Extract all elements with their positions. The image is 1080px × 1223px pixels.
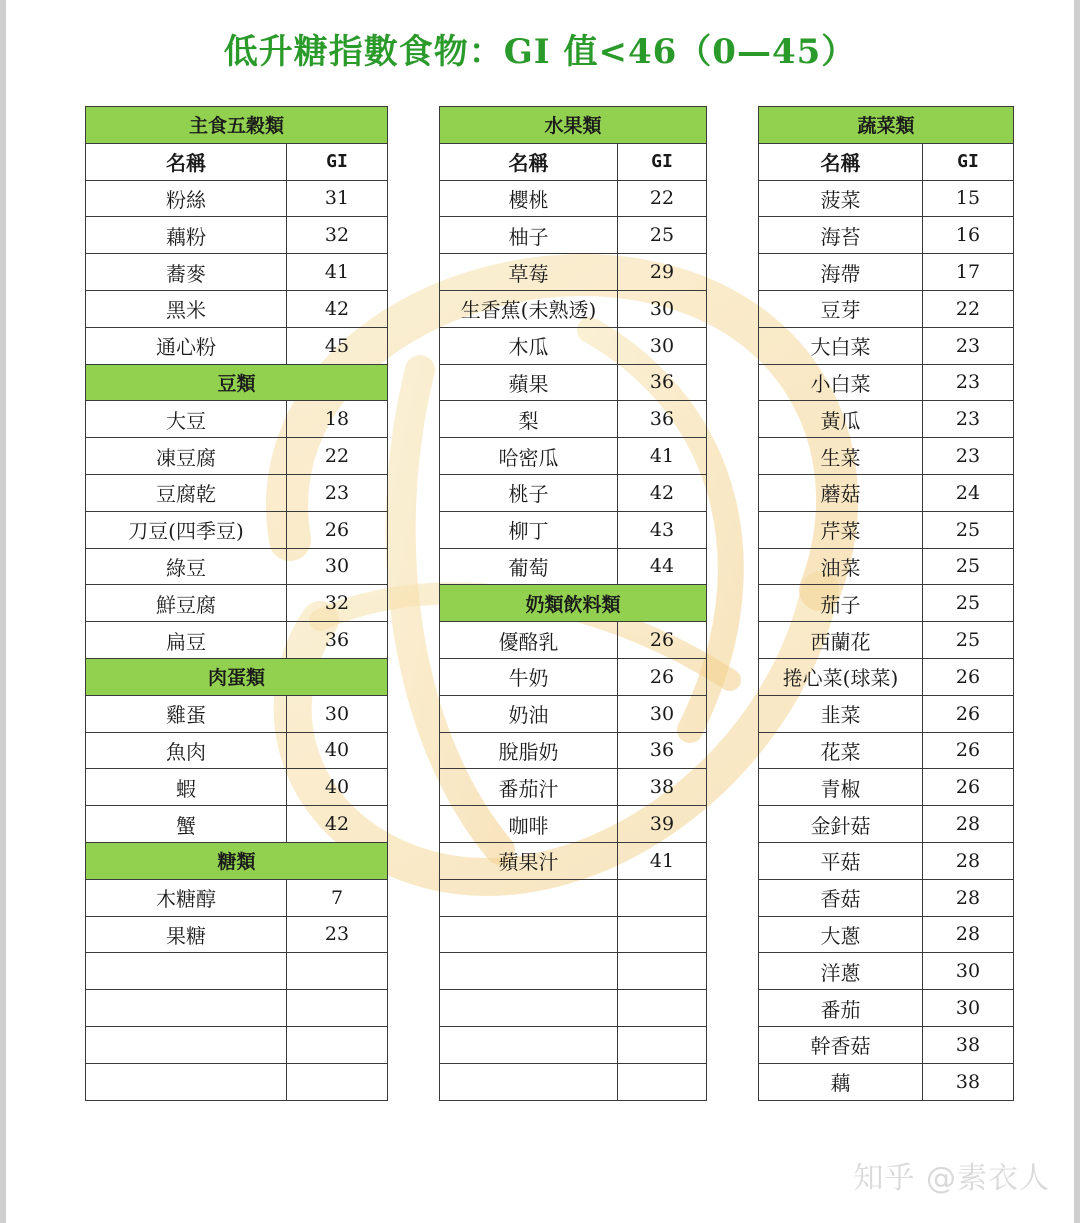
food-name: 平菇 (759, 842, 923, 879)
food-name: 豆芽 (759, 290, 923, 327)
food-name: 菠菜 (759, 180, 923, 217)
empty-cell (440, 879, 618, 916)
table-row (440, 217, 707, 254)
section-title: 糖類 (86, 842, 388, 879)
section-header-row (440, 107, 707, 144)
gi-value: 44 (618, 548, 707, 585)
food-name: 木瓜 (440, 327, 618, 364)
table-row (759, 290, 1014, 327)
empty-row (440, 990, 707, 1027)
gi-value: 26 (923, 769, 1014, 806)
gi-value: 30 (618, 695, 707, 732)
food-name: 梨 (440, 401, 618, 438)
empty-row (440, 953, 707, 990)
gi-value: 31 (287, 180, 388, 217)
watermark: 知乎 @素衣人 (853, 1161, 1050, 1196)
food-name: 柳丁 (440, 511, 618, 548)
food-name: 捲心菜(球菜) (759, 658, 923, 695)
column-fruits-dairy (439, 106, 707, 1101)
table-row (759, 474, 1014, 511)
table-row (759, 548, 1014, 585)
gi-value: 30 (618, 327, 707, 364)
section-title: 主食五穀類 (86, 107, 388, 144)
food-name: 優酪乳 (440, 622, 618, 659)
food-name: 洋蔥 (759, 953, 923, 990)
gi-value: 30 (287, 548, 388, 585)
empty-row (86, 953, 388, 990)
section-header-row (759, 107, 1014, 144)
food-name: 金針菇 (759, 806, 923, 843)
table-row (440, 438, 707, 475)
food-name: 芹菜 (759, 511, 923, 548)
section-header-row (86, 364, 388, 401)
empty-row (86, 990, 388, 1027)
table-row (440, 806, 707, 843)
gi-value: 23 (287, 474, 388, 511)
gi-value: 41 (618, 842, 707, 879)
column-header-row (759, 143, 1014, 180)
gi-header: GI (287, 143, 388, 180)
gi-value: 25 (923, 622, 1014, 659)
food-name: 生香蕉(未熟透) (440, 290, 618, 327)
gi-value: 38 (618, 769, 707, 806)
gi-table (85, 106, 388, 1101)
table-row (759, 438, 1014, 475)
gi-value: 28 (923, 842, 1014, 879)
table-row (440, 327, 707, 364)
section-header-row (440, 585, 707, 622)
food-name: 綠豆 (86, 548, 287, 585)
gi-value: 41 (287, 254, 388, 291)
food-name: 幹香菇 (759, 1026, 923, 1063)
food-name: 牛奶 (440, 658, 618, 695)
gi-value: 28 (923, 879, 1014, 916)
empty-row (86, 1063, 388, 1100)
table-row (86, 879, 388, 916)
gi-value: 26 (618, 622, 707, 659)
table-row (440, 622, 707, 659)
table-row (759, 879, 1014, 916)
table-row (759, 769, 1014, 806)
gi-header: GI (923, 143, 1014, 180)
gi-value: 22 (618, 180, 707, 217)
table-row (440, 254, 707, 291)
empty-cell (440, 953, 618, 990)
page-title: 低升糖指數食物：GI 值<46（0—45） (223, 32, 857, 72)
empty-cell (86, 1063, 287, 1100)
food-name: 蘋果汁 (440, 842, 618, 879)
gi-value: 25 (923, 511, 1014, 548)
empty-cell (287, 953, 388, 990)
gi-value: 26 (923, 732, 1014, 769)
food-name: 黑米 (86, 290, 287, 327)
gi-value: 28 (923, 806, 1014, 843)
empty-cell (287, 990, 388, 1027)
table-row (440, 364, 707, 401)
food-name: 大蔥 (759, 916, 923, 953)
gi-value: 22 (923, 290, 1014, 327)
gi-value: 16 (923, 217, 1014, 254)
gi-value: 23 (923, 438, 1014, 475)
empty-cell (618, 879, 707, 916)
food-name: 藕粉 (86, 217, 287, 254)
gi-value: 25 (923, 548, 1014, 585)
table-row (440, 180, 707, 217)
table-row (86, 217, 388, 254)
food-name: 草莓 (440, 254, 618, 291)
gi-value: 26 (923, 695, 1014, 732)
empty-row (440, 879, 707, 916)
table-row (86, 548, 388, 585)
gi-value: 26 (287, 511, 388, 548)
food-name: 豆腐乾 (86, 474, 287, 511)
food-name: 通心粉 (86, 327, 287, 364)
empty-cell (440, 916, 618, 953)
gi-value: 18 (287, 401, 388, 438)
table-row (86, 695, 388, 732)
table-row (440, 290, 707, 327)
table-row (759, 254, 1014, 291)
empty-row (440, 1026, 707, 1063)
food-name: 鮮豆腐 (86, 585, 287, 622)
table-row (440, 401, 707, 438)
gi-value: 36 (618, 732, 707, 769)
gi-value: 42 (618, 474, 707, 511)
table-row (86, 327, 388, 364)
gi-value: 42 (287, 290, 388, 327)
gi-value: 30 (923, 990, 1014, 1027)
gi-value: 32 (287, 217, 388, 254)
gi-value: 17 (923, 254, 1014, 291)
table-row (759, 695, 1014, 732)
empty-row (440, 916, 707, 953)
empty-cell (618, 1026, 707, 1063)
section-header-row (86, 658, 388, 695)
table-row (86, 254, 388, 291)
food-name: 櫻桃 (440, 180, 618, 217)
table-row (86, 622, 388, 659)
empty-cell (618, 916, 707, 953)
empty-cell (86, 953, 287, 990)
name-header: 名稱 (759, 143, 923, 180)
table-row (759, 217, 1014, 254)
gi-value: 23 (923, 364, 1014, 401)
table-row (440, 842, 707, 879)
food-name: 木糖醇 (86, 879, 287, 916)
food-name: 柚子 (440, 217, 618, 254)
gi-value: 36 (618, 401, 707, 438)
food-name: 番茄 (759, 990, 923, 1027)
table-row (440, 511, 707, 548)
food-name: 油菜 (759, 548, 923, 585)
name-header: 名稱 (86, 143, 287, 180)
food-name: 粉絲 (86, 180, 287, 217)
table-row (759, 658, 1014, 695)
food-name: 凍豆腐 (86, 438, 287, 475)
gi-value: 26 (923, 658, 1014, 695)
empty-cell (440, 1063, 618, 1100)
food-name: 番茄汁 (440, 769, 618, 806)
table-row (759, 401, 1014, 438)
table-row (759, 585, 1014, 622)
table-row (759, 732, 1014, 769)
gi-value: 28 (923, 916, 1014, 953)
gi-value: 7 (287, 879, 388, 916)
food-name: 青椒 (759, 769, 923, 806)
food-name: 生菜 (759, 438, 923, 475)
food-name: 蘋果 (440, 364, 618, 401)
table-row (86, 732, 388, 769)
gi-value: 43 (618, 511, 707, 548)
gi-value: 42 (287, 806, 388, 843)
gi-value: 40 (287, 769, 388, 806)
food-name: 大豆 (86, 401, 287, 438)
food-name: 果糖 (86, 916, 287, 953)
gi-header: GI (618, 143, 707, 180)
food-name: 大白菜 (759, 327, 923, 364)
empty-cell (618, 1063, 707, 1100)
gi-value: 40 (287, 732, 388, 769)
section-title: 肉蛋類 (86, 658, 388, 695)
table-row (440, 769, 707, 806)
gi-value: 23 (923, 327, 1014, 364)
food-name: 脫脂奶 (440, 732, 618, 769)
table-row (86, 438, 388, 475)
food-name: 桃子 (440, 474, 618, 511)
food-name: 雞蛋 (86, 695, 287, 732)
table-row (86, 916, 388, 953)
table-row (440, 548, 707, 585)
gi-value: 25 (923, 585, 1014, 622)
food-name: 哈密瓜 (440, 438, 618, 475)
gi-value: 45 (287, 327, 388, 364)
table-row (759, 842, 1014, 879)
gi-value: 29 (618, 254, 707, 291)
gi-value: 38 (923, 1026, 1014, 1063)
table-row (86, 585, 388, 622)
gi-value: 38 (923, 1063, 1014, 1100)
food-name: 海苔 (759, 217, 923, 254)
table-row (86, 806, 388, 843)
gi-value: 23 (287, 916, 388, 953)
gi-value: 30 (287, 695, 388, 732)
table-row (759, 953, 1014, 990)
table-row (86, 180, 388, 217)
food-name: 蘑菇 (759, 474, 923, 511)
empty-row (440, 1063, 707, 1100)
food-name: 奶油 (440, 695, 618, 732)
gi-value: 39 (618, 806, 707, 843)
gi-value: 26 (618, 658, 707, 695)
food-name: 葡萄 (440, 548, 618, 585)
table-row (759, 622, 1014, 659)
empty-cell (440, 1026, 618, 1063)
table-row (759, 1063, 1014, 1100)
column-staples (85, 106, 388, 1101)
food-name: 西蘭花 (759, 622, 923, 659)
gi-value: 30 (923, 953, 1014, 990)
empty-cell (287, 1063, 388, 1100)
gi-value: 24 (923, 474, 1014, 511)
food-name: 蕎麥 (86, 254, 287, 291)
table-row (759, 1026, 1014, 1063)
food-name: 咖啡 (440, 806, 618, 843)
food-name: 韭菜 (759, 695, 923, 732)
food-name: 蟹 (86, 806, 287, 843)
section-title: 豆類 (86, 364, 388, 401)
food-name: 花菜 (759, 732, 923, 769)
section-title: 水果類 (440, 107, 707, 144)
empty-cell (86, 1026, 287, 1063)
empty-cell (86, 990, 287, 1027)
table-row (759, 364, 1014, 401)
empty-cell (287, 1026, 388, 1063)
gi-value: 25 (618, 217, 707, 254)
food-name: 扁豆 (86, 622, 287, 659)
gi-value: 36 (618, 364, 707, 401)
table-row (759, 511, 1014, 548)
section-title: 奶類飲料類 (440, 585, 707, 622)
food-name: 刀豆(四季豆) (86, 511, 287, 548)
column-header-row (440, 143, 707, 180)
empty-cell (440, 990, 618, 1027)
name-header: 名稱 (440, 143, 618, 180)
food-name: 藕 (759, 1063, 923, 1100)
table-row (440, 474, 707, 511)
table-row (86, 769, 388, 806)
table-row (86, 474, 388, 511)
column-vegetables (758, 106, 1014, 1101)
table-row (440, 732, 707, 769)
empty-cell (618, 990, 707, 1027)
gi-value: 15 (923, 180, 1014, 217)
food-name: 黃瓜 (759, 401, 923, 438)
gi-value: 32 (287, 585, 388, 622)
table-row (759, 327, 1014, 364)
gi-table (439, 106, 707, 1101)
table-row (86, 401, 388, 438)
gi-value: 22 (287, 438, 388, 475)
food-name: 蝦 (86, 769, 287, 806)
table-row (440, 658, 707, 695)
food-name: 香菇 (759, 879, 923, 916)
table-row (759, 180, 1014, 217)
food-name: 小白菜 (759, 364, 923, 401)
gi-value: 30 (618, 290, 707, 327)
empty-row (86, 1026, 388, 1063)
gi-table (758, 106, 1014, 1101)
empty-cell (618, 953, 707, 990)
table-row (86, 511, 388, 548)
section-header-row (86, 107, 388, 144)
gi-value: 23 (923, 401, 1014, 438)
section-title: 蔬菜類 (759, 107, 1014, 144)
food-name: 茄子 (759, 585, 923, 622)
table-row (86, 290, 388, 327)
table-row (759, 916, 1014, 953)
table-row (759, 806, 1014, 843)
table-row (440, 695, 707, 732)
food-name: 魚肉 (86, 732, 287, 769)
table-row (759, 990, 1014, 1027)
section-header-row (86, 842, 388, 879)
gi-value: 36 (287, 622, 388, 659)
gi-value: 41 (618, 438, 707, 475)
food-name: 海帶 (759, 254, 923, 291)
column-header-row (86, 143, 388, 180)
